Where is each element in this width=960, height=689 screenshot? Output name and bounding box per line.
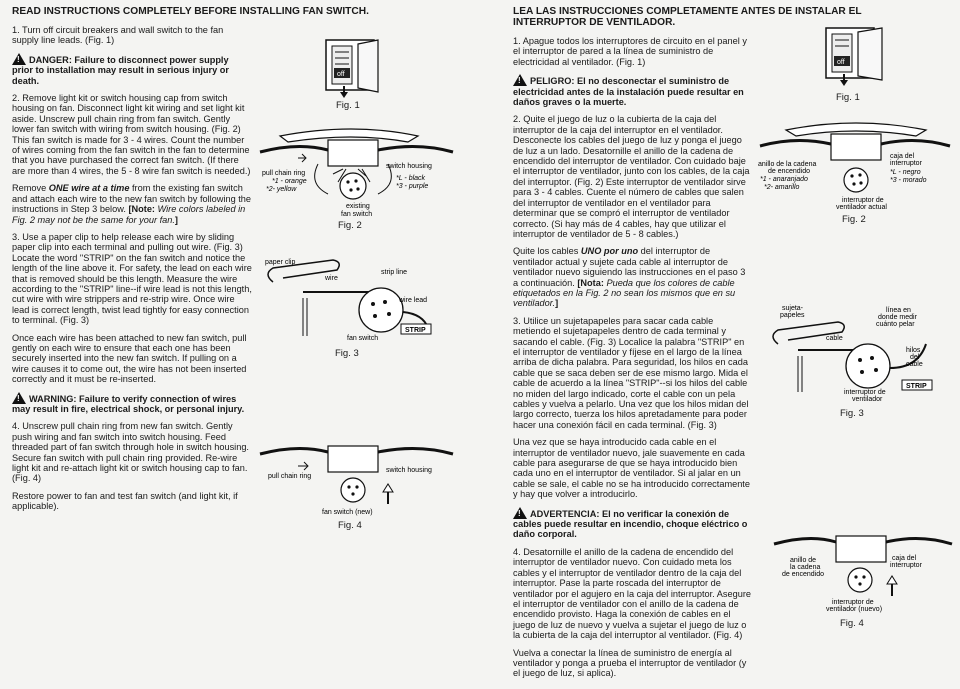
warning-icon <box>513 74 527 86</box>
restore-power-text: Restore power to fan and test fan switch (and light kit, if applicable). <box>12 490 238 512</box>
remove-text-a: Remove <box>12 183 49 194</box>
figure-1-caption-es: Fig. 1 <box>836 92 860 103</box>
label-interruptor-4: interruptor <box>890 562 922 569</box>
figure-4-es <box>770 530 955 634</box>
label-anillo: anillo de la cadena <box>758 161 817 168</box>
label-interruptor-de: interruptor de <box>842 197 884 204</box>
label-de-encendido: de encendido <box>768 168 811 175</box>
note-text: Wire colors labeled in Fig. 2 may not be the same for your fan. <box>12 204 246 225</box>
label-anillo-de: anillo de <box>790 557 817 564</box>
label-la-cadena: la cadena <box>790 564 821 571</box>
figure-2-caption-es: Fig. 2 <box>842 214 866 225</box>
label-pull-chain-ring: pull chain ring <box>262 170 306 177</box>
label-caja-del-4: caja del <box>892 555 917 562</box>
verify-paragraph: Once each wire has been attached to new fan switch, pull gently on each wire to ensure that each one has been securely inserted into the new fan switch. If pulling on a wire causes it to come out, the wire has not been inserted correctly and it must be re-inserted. <box>12 332 247 385</box>
label-wire-black: *L - black <box>396 175 426 182</box>
page-title-es: LEA LAS INSTRUCCIONES COMPLETAMENTE ANTES DE INSTALAR EL INTERRUPTOR DE VENTILADOR. <box>513 6 862 28</box>
new-switch-install-diagram-es <box>770 530 955 614</box>
nota-label: [Nota: <box>577 277 607 288</box>
fan-switch-housing-diagram-es <box>756 118 951 210</box>
label-strip-line: strip line <box>381 269 408 276</box>
note-close: ] <box>174 214 178 225</box>
label-wire-anaranjado: *1 - anaranjado <box>760 176 808 183</box>
figure-2-es <box>756 118 951 228</box>
label-donde-medir: donde medir <box>878 314 917 321</box>
label-hilos: hilos <box>906 347 921 354</box>
step-1-text-es: 1. Apague todos los interruptores de circuito en el panel y el interruptor de pared a la línea de suministro de electricidad al ventilador. (Fig. 1) <box>513 36 747 67</box>
step-3-text-es: 3. Utilice un sujetapapeles para sacar cada cable metiendo el sujetapapeles dentro de cada terminal y sacando el cable. (Fig. 3) Localice la palabra "STRIP" en el interruptor de ventilador y fíjese en el largo de la línea arriba de dicha palabra. Para seguridad, los hilos en cada cable que se saca deben ser de ese mismo largo. Mida el cable de acuerdo a la línea "STRIP"--si los hilos del cable no miden del largo indicado, corte el cable con un pela cables y vuelva a pelarlo. Una vez que los hilos midan del largo correcto, tuerza los hilos apretadamente para poder hacer una conexión fácil en cada terminal. (Fig. 3) <box>513 315 749 430</box>
label-interruptor: interruptor <box>890 160 922 167</box>
label-cuanto-pelar: cuánto pelar <box>876 321 915 328</box>
danger-notice <box>12 53 252 86</box>
danger-text: DANGER: Failure to disconnect power supply prior to installation may result in serious injury or death. <box>12 54 229 86</box>
figure-1-en <box>318 36 388 116</box>
figure-3-caption: Fig. 3 <box>335 348 359 359</box>
warning-notice-es <box>513 507 751 540</box>
danger-notice-es <box>513 74 751 107</box>
label-strip-es: STRIP <box>906 383 927 390</box>
figure-1-caption: Fig. 1 <box>336 100 360 111</box>
label-wire-lead: wire lead <box>399 297 428 304</box>
figure-2-en <box>258 124 453 234</box>
label-strip: STRIP <box>405 327 426 334</box>
restore-power-text-es: Vuelva a conectar la línea de suministro de energía al ventilador y ponga a prueba el interruptor de ventilador (y el juego de luz, si aplica). <box>513 647 747 679</box>
paper-clip-strip-diagram-es <box>768 304 948 403</box>
label-caja-del: caja del <box>890 153 915 160</box>
note-label: [Note: <box>128 204 158 215</box>
label-wire-amarillo: *2- amarillo <box>764 184 800 191</box>
label-linea-en: línea en <box>886 307 911 314</box>
off-label: off <box>337 71 345 78</box>
label-ventilador-3: ventilador <box>852 396 883 403</box>
label-ventilador-nuevo: ventilador (nuevo) <box>826 606 883 613</box>
label-wire-morado: *3 - morado <box>890 177 927 184</box>
label-hilos-cable: cable <box>906 361 923 368</box>
warning-icon <box>12 392 26 404</box>
label-papeles: papeles <box>780 312 805 319</box>
label-wire: wire <box>325 275 338 282</box>
quite-text-c: del interruptor de ventilador actual y sujete cada cable al interruptor de ventilador nuevo siguiendo las instrucciones en el paso 3 a continuación. <box>513 246 746 288</box>
step-2-text-es: 2. Quite el juego de luz o la cubierta de la caja del interruptor de la caja del interruptor en el ventilador. Desconecte los cables del juego de luz y ponga el juego de luz a un lado. Desatornille el anillo de la cadena de encendido del interruptor de ventilador. Con cuidado baje el interruptor de ventilador, junto con los cables, de la caja del interruptor. (Fig. 2) Este interruptor de ventilador sirve para 3 - 4 cables. Cuente el número de cables que salen del interruptor de ventilador en el ventilador para determinar que se compró el interruptor de ventilador correcto. (Si hay más de 4 cables, hay que utilizar el interruptor de ventilador de 5 - 8 cables.) <box>513 114 750 239</box>
label-switch-housing: switch housing <box>386 163 432 170</box>
label-interruptor-de-3: interruptor de <box>844 389 886 396</box>
label-existing: existing <box>346 203 370 210</box>
fan-switch-housing-diagram <box>258 124 453 219</box>
remove-wire-paragraph-es <box>513 246 751 308</box>
label-wire-orange: *1 - orange <box>272 178 307 185</box>
label-ventilador-actual: ventilador actual <box>836 204 887 211</box>
paper-clip-strip-diagram <box>263 252 443 344</box>
label-switch-housing-4: switch housing <box>386 467 432 474</box>
quite-text-emphasis: UNO por uno <box>580 246 639 257</box>
label-interruptor-de-4: interruptor de <box>832 599 874 606</box>
step-1-text: 1. Turn off circuit breakers and wall switch to the fan supply line leads. (Fig. 1) <box>12 25 224 46</box>
label-fan-switch-new: fan switch (new) <box>322 509 373 516</box>
label-paper-clip: paper clip <box>265 259 296 266</box>
figure-3-en <box>263 252 443 362</box>
label-fan-switch: fan switch <box>341 211 373 218</box>
warning-text-es: ADVERTENCIA: El no verificar la conexión de cables puede resultar en incendio, choque eléctrico o daño corporal. <box>513 508 748 540</box>
figure-1-es <box>820 24 890 106</box>
nota-close: ] <box>555 298 559 309</box>
step-2-text: 2. Remove light kit or switch housing cap from switch housing on fan. Disconnect light kit wiring and set light kit aside. Unscrew pull chain ring from fan switch. Gently lower fan switch with wiring from switch housing. (Fig. 2) This fan switch is made for 3 - 4 wires. Count the number of wires coming from the fan switch in the fan to determine that you have purchased the correct fan switch. (If there are more than 4 wires, the 5 - 8 wire fan switch is needed.) <box>12 93 251 176</box>
step-3-text: 3. Use a paper clip to help release each wire by sliding paper clip into each terminal and pulling out wire. (Fig. 3) Locate the word "STRIP" on the fan switch and notice the length of the line above it. For safety, the lead on each wire that is removed should be this length. Measure the wire according to the "STRIP" line--if wire lead is not this length, cut wire with wire strippers and re-strip wire. Once wire lead is correct length, twist lead tightly for easy connection to terminal. (Fig. 3) <box>12 231 252 326</box>
label-wire-purple: *3 - purple <box>396 183 429 190</box>
remove-wire-paragraph <box>12 183 252 225</box>
figure-3-es <box>768 304 948 424</box>
label-wire-yellow: *2- yellow <box>266 186 297 193</box>
label-wire-negro: *L - negro <box>890 169 921 176</box>
figure-3-caption-es: Fig. 3 <box>840 408 864 419</box>
figure-4-en <box>258 442 453 542</box>
step-4-text: 4. Unscrew pull chain ring from new fan switch. Gently push wiring and fan switch into switch housing. Feed threaded part of fan switch through hole in switch housing. Secure fan switch with pull chain ring provided. Re-wire light kit and re-attach light kit or switch housing cap to fan. (Fig. 4) <box>12 421 249 484</box>
label-cable: cable <box>826 335 843 342</box>
label-fan-switch-3: fan switch <box>347 335 379 342</box>
warning-notice <box>12 392 252 415</box>
breaker-box-illustration <box>820 24 890 84</box>
warning-icon <box>513 507 527 519</box>
remove-text-c: from the existing fan switch and attach each wire to the new fan switch by following the instructions in Step 3 below. <box>12 183 252 215</box>
label-del: del <box>910 354 920 361</box>
warning-icon <box>12 53 26 65</box>
page-title: READ INSTRUCTIONS COMPLETELY BEFORE INSTALLING FAN SWITCH. <box>12 6 369 17</box>
label-pull-chain-ring-4: pull chain ring <box>268 473 312 480</box>
off-label-es: off <box>837 59 845 66</box>
figure-4-caption-es: Fig. 4 <box>840 618 864 629</box>
quite-text-a: Quite los cables <box>513 246 581 257</box>
verify-paragraph-es: Una vez que se haya introducido cada cable en el interruptor de ventilador nuevo, jale suavemente en cada cable para asegurarse de que se haya introducido bien cada uno en el interruptor de ventilador. Si al jalar en un cable se sale, el cable no se ha introducido correctamente y hay que volver a introducirlo. <box>513 437 750 500</box>
remove-text-emphasis: ONE wire at a time <box>48 183 130 194</box>
danger-text-es: PELIGRO: El no desconectar el suministro de electricidad antes de la instalación puede resultar en daños graves o la muerte. <box>513 76 744 108</box>
figure-2-caption: Fig. 2 <box>338 220 362 231</box>
figure-4-caption: Fig. 4 <box>338 520 362 531</box>
nota-text: Pueda que los colores de cable etiquetados en la Fig. 2 no sean los mismos que en su ventilador. <box>513 277 736 309</box>
label-de-encendido-4: de encendido <box>782 571 825 578</box>
label-sujeta: sujeta- <box>782 305 804 312</box>
new-switch-install-diagram <box>258 442 453 518</box>
breaker-box-illustration <box>318 36 388 96</box>
warning-text: WARNING: Failure to verify connection of wires may result in fire, electrical shock, or personal injury. <box>12 393 245 414</box>
step-4-text-es: 4. Desatornille el anillo de la cadena de encendido del interruptor de ventilador nuevo. Con cuidado meta los cables y el interruptor de ventilador dentro de la caja del interruptor. Pase la parte roscada del interruptor de ventilador por el agujero en la caja del interruptor. Asegure el interruptor de ventilador con el anillo de la cadena de encendido provisto. Haga la conexión de cables en el juego de luz de nuevo y vuelva a sujetar el juego de luz o la cubierta de la caja del interruptor al ventilador. (Fig. 4) <box>513 546 752 641</box>
